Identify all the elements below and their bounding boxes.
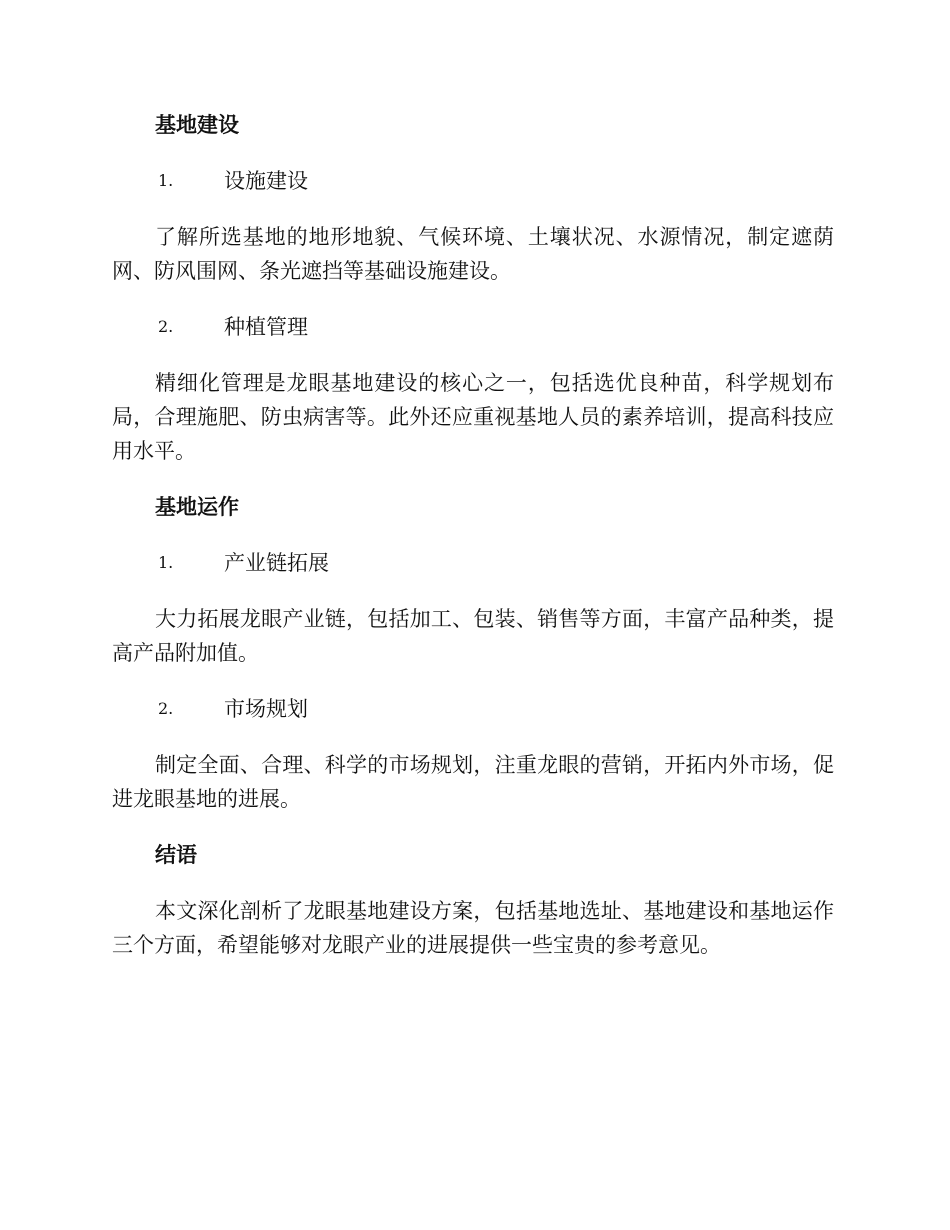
document-body [112,108,834,984]
list-item-planting-management [112,310,834,344]
paragraph-facility-construction: 了解所选基地的地形地貌、气候环境、土壤状况、水源情况，制定遮荫网、防风围网、条光遮挡等基础设施建设。 [112,225,834,283]
list-number: 2. [158,317,174,336]
list-number: 2. [158,699,174,718]
list-item-title: 产业链拓展 [224,551,329,575]
paragraph-industry-chain: 大力拓展龙眼产业链，包括加工、包装、销售等方面，丰富产品种类，提高产品附加值。 [112,607,834,665]
paragraph-conclusion: 本文深化剖析了龙眼基地建设方案，包括基地选址、基地建设和基地运作三个方面，希望能够对龙眼产业的进展提供一些宝贵的参考意见。 [112,899,834,957]
list-item-industry-chain [112,546,834,580]
section-heading-base-operation: 基地运作 [155,495,239,519]
paragraph-market-planning: 制定全面、合理、科学的市场规划，注重龙眼的营销，开拓内外市场，促进龙眼基地的进展。 [112,753,834,811]
section-heading-conclusion: 结语 [155,843,197,867]
list-item-facility-construction [112,164,834,198]
list-number: 1. [158,171,174,190]
list-item-title: 市场规划 [224,697,308,721]
list-item-market-planning [112,692,834,726]
list-item-title: 种植管理 [224,315,308,339]
list-item-title: 设施建设 [224,169,308,193]
paragraph-planting-management: 精细化管理是龙眼基地建设的核心之一，包括选优良种苗，科学规划布局，合理施肥、防虫病害等。此外还应重视基地人员的素养培训，提高科技应用水平。 [112,371,834,463]
list-number: 1. [158,553,174,572]
section-heading-base-construction: 基地建设 [155,113,239,137]
